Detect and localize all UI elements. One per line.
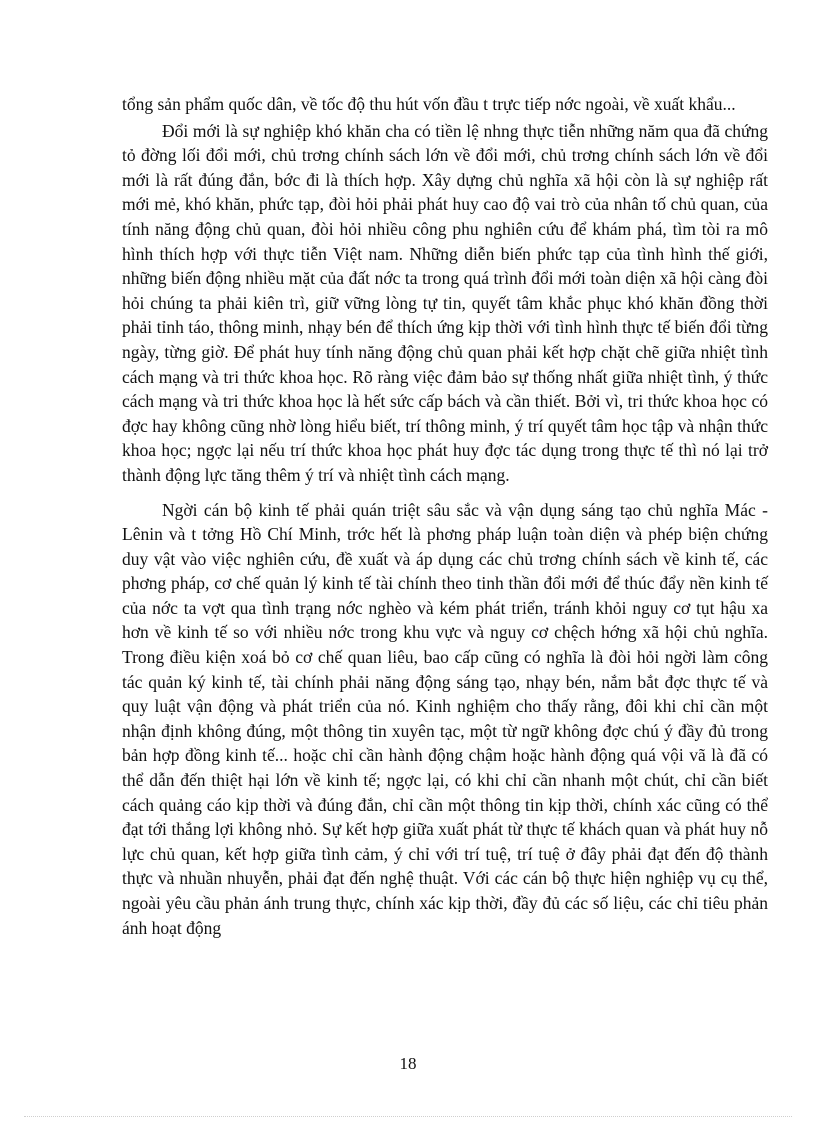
paragraph-doi-moi: Đổi mới là sự nghiệp khó khăn cha có tiền lệ nhng thực tiễn những năm qua đã chứng tỏ đờng lối đổi mới, chủ trơng chính sách lớn về đổi mới, chủ trơng chính sách lớn về đổi mới là rất đúng đắn, bớc đi là thích hợp. Xây dựng chủ nghĩa xã hội còn là sự nghiệp rất mới mẻ, khó khăn, phức tạp, đòi hỏi phải phát huy cao độ vai trò của nhân tố chủ quan, của tính năng động chủ quan, đòi hỏi nhiều công phu nghiên cứu để khám phá, tìm tòi ra mô hình thích hợp với thực tiễn Việt nam. Những diễn biến phức tạp của tình hình thế giới, những biến động nhiều mặt của đất nớc ta trong quá trình đổi mới toàn diện xã hội càng đòi hỏi chúng ta phải kiên trì, giữ vững lòng tự tin, quyết tâm khắc phục khó khăn đồng thời phải tỉnh táo, thông minh, nhạy bén để thích ứng kịp thời với tình hình thực tế biến đổi từng ngày, từng giờ. Để phát huy tính năng động chủ quan phải kết hợp chặt chẽ giữa nhiệt tình cách mạng và tri thức khoa học. Rõ ràng việc đảm bảo sự thống nhất giữa nhiệt tình, ý thức cách mạng và tri thức khoa học là hết sức cấp bách và cần thiết. Bởi vì, tri thức khoa học có đợc hay không cũng nhờ lòng hiểu biết, trí thông minh, ý trí quyết tâm học tập và nhận thức khoa học; ngợc lại nếu trí thức khoa học phát huy đợc tác dụng trong thực tế thì nó lại trở thành động lực tăng thêm ý trí và nhiệt tình cách mạng. [122,120,768,485]
page-bottom-divider [24,1116,792,1117]
paragraph-can-bo-kinh-te: Ngời cán bộ kinh tế phải quán triệt sâu sắc và vận dụng sáng tạo chủ nghĩa Mác - Lênin và t tởng Hồ Chí Minh, trớc hết là phơng pháp luận toàn diện và phép biện chứng duy vật vào việc nghiên cứu, đề xuất và áp dụng các chủ trơng chính sách về kinh tế, các phơng pháp, cơ chế quản lý kinh tế tài chính theo tinh thần đổi mới để thúc đẩy nền kinh tế của nớc ta vợt qua tình trạng nớc nghèo và kém phát triển, tránh khỏi nguy cơ tụt hậu xa hơn về kinh tế so với nhiều nớc trong khu vực và nguy cơ chệch hớng xã hội chủ nghĩa. Trong điều kiện xoá bỏ cơ chế quan liêu, bao cấp cũng có nghĩa là đòi hỏi ngời làm công tác quản ký kinh tế, tài chính phải năng động sáng tạo, nhạy bén, nắm bắt đợc thực tế và quy luật vận động và phát triển của nó. Kinh nghiệm cho thấy rằng, đôi khi chỉ cần một nhận định không đúng, một thông tin xuyên tạc, một từ ngữ không đợc chú ý đầy đủ trong bản hợp đồng kinh tế... hoặc chỉ cần hành động chậm hoặc hành động quá vội vã là đã có thể dẫn đến thiệt hại lớn về kinh tế; ngợc lại, có khi chỉ cần nhanh một chút, chỉ cần biết cách quảng cáo kịp thời và đúng đắn, chỉ cần một thông tin kịp thời, chính xác cũng có thể đạt tới thắng lợi không nhỏ. Sự kết hợp giữa xuất phát từ thực tế khách quan và phát huy nỗ lực chủ quan, kết hợp giữa tình cảm, ý chỉ với trí tuệ, trí tuệ ở đây phải đạt đến độ thành thực và nhuần nhuyễn, phải đạt đến nghệ thuật. Với các cán bộ thực hiện nghiệp vụ cụ thể, ngoài yêu cầu phản ánh trung thực, chính xác kịp thời, đầy đủ các số liệu, các chỉ tiêu phản ánh hoạt động [122,499,768,938]
paragraph-continuation: tổng sản phẩm quốc dân, về tốc độ thu hút vốn đầu t trực tiếp nớc ngoài, về xuất khẩu... [122,94,736,114]
body-text [122,92,768,940]
page-number: 18 [399,1054,417,1073]
